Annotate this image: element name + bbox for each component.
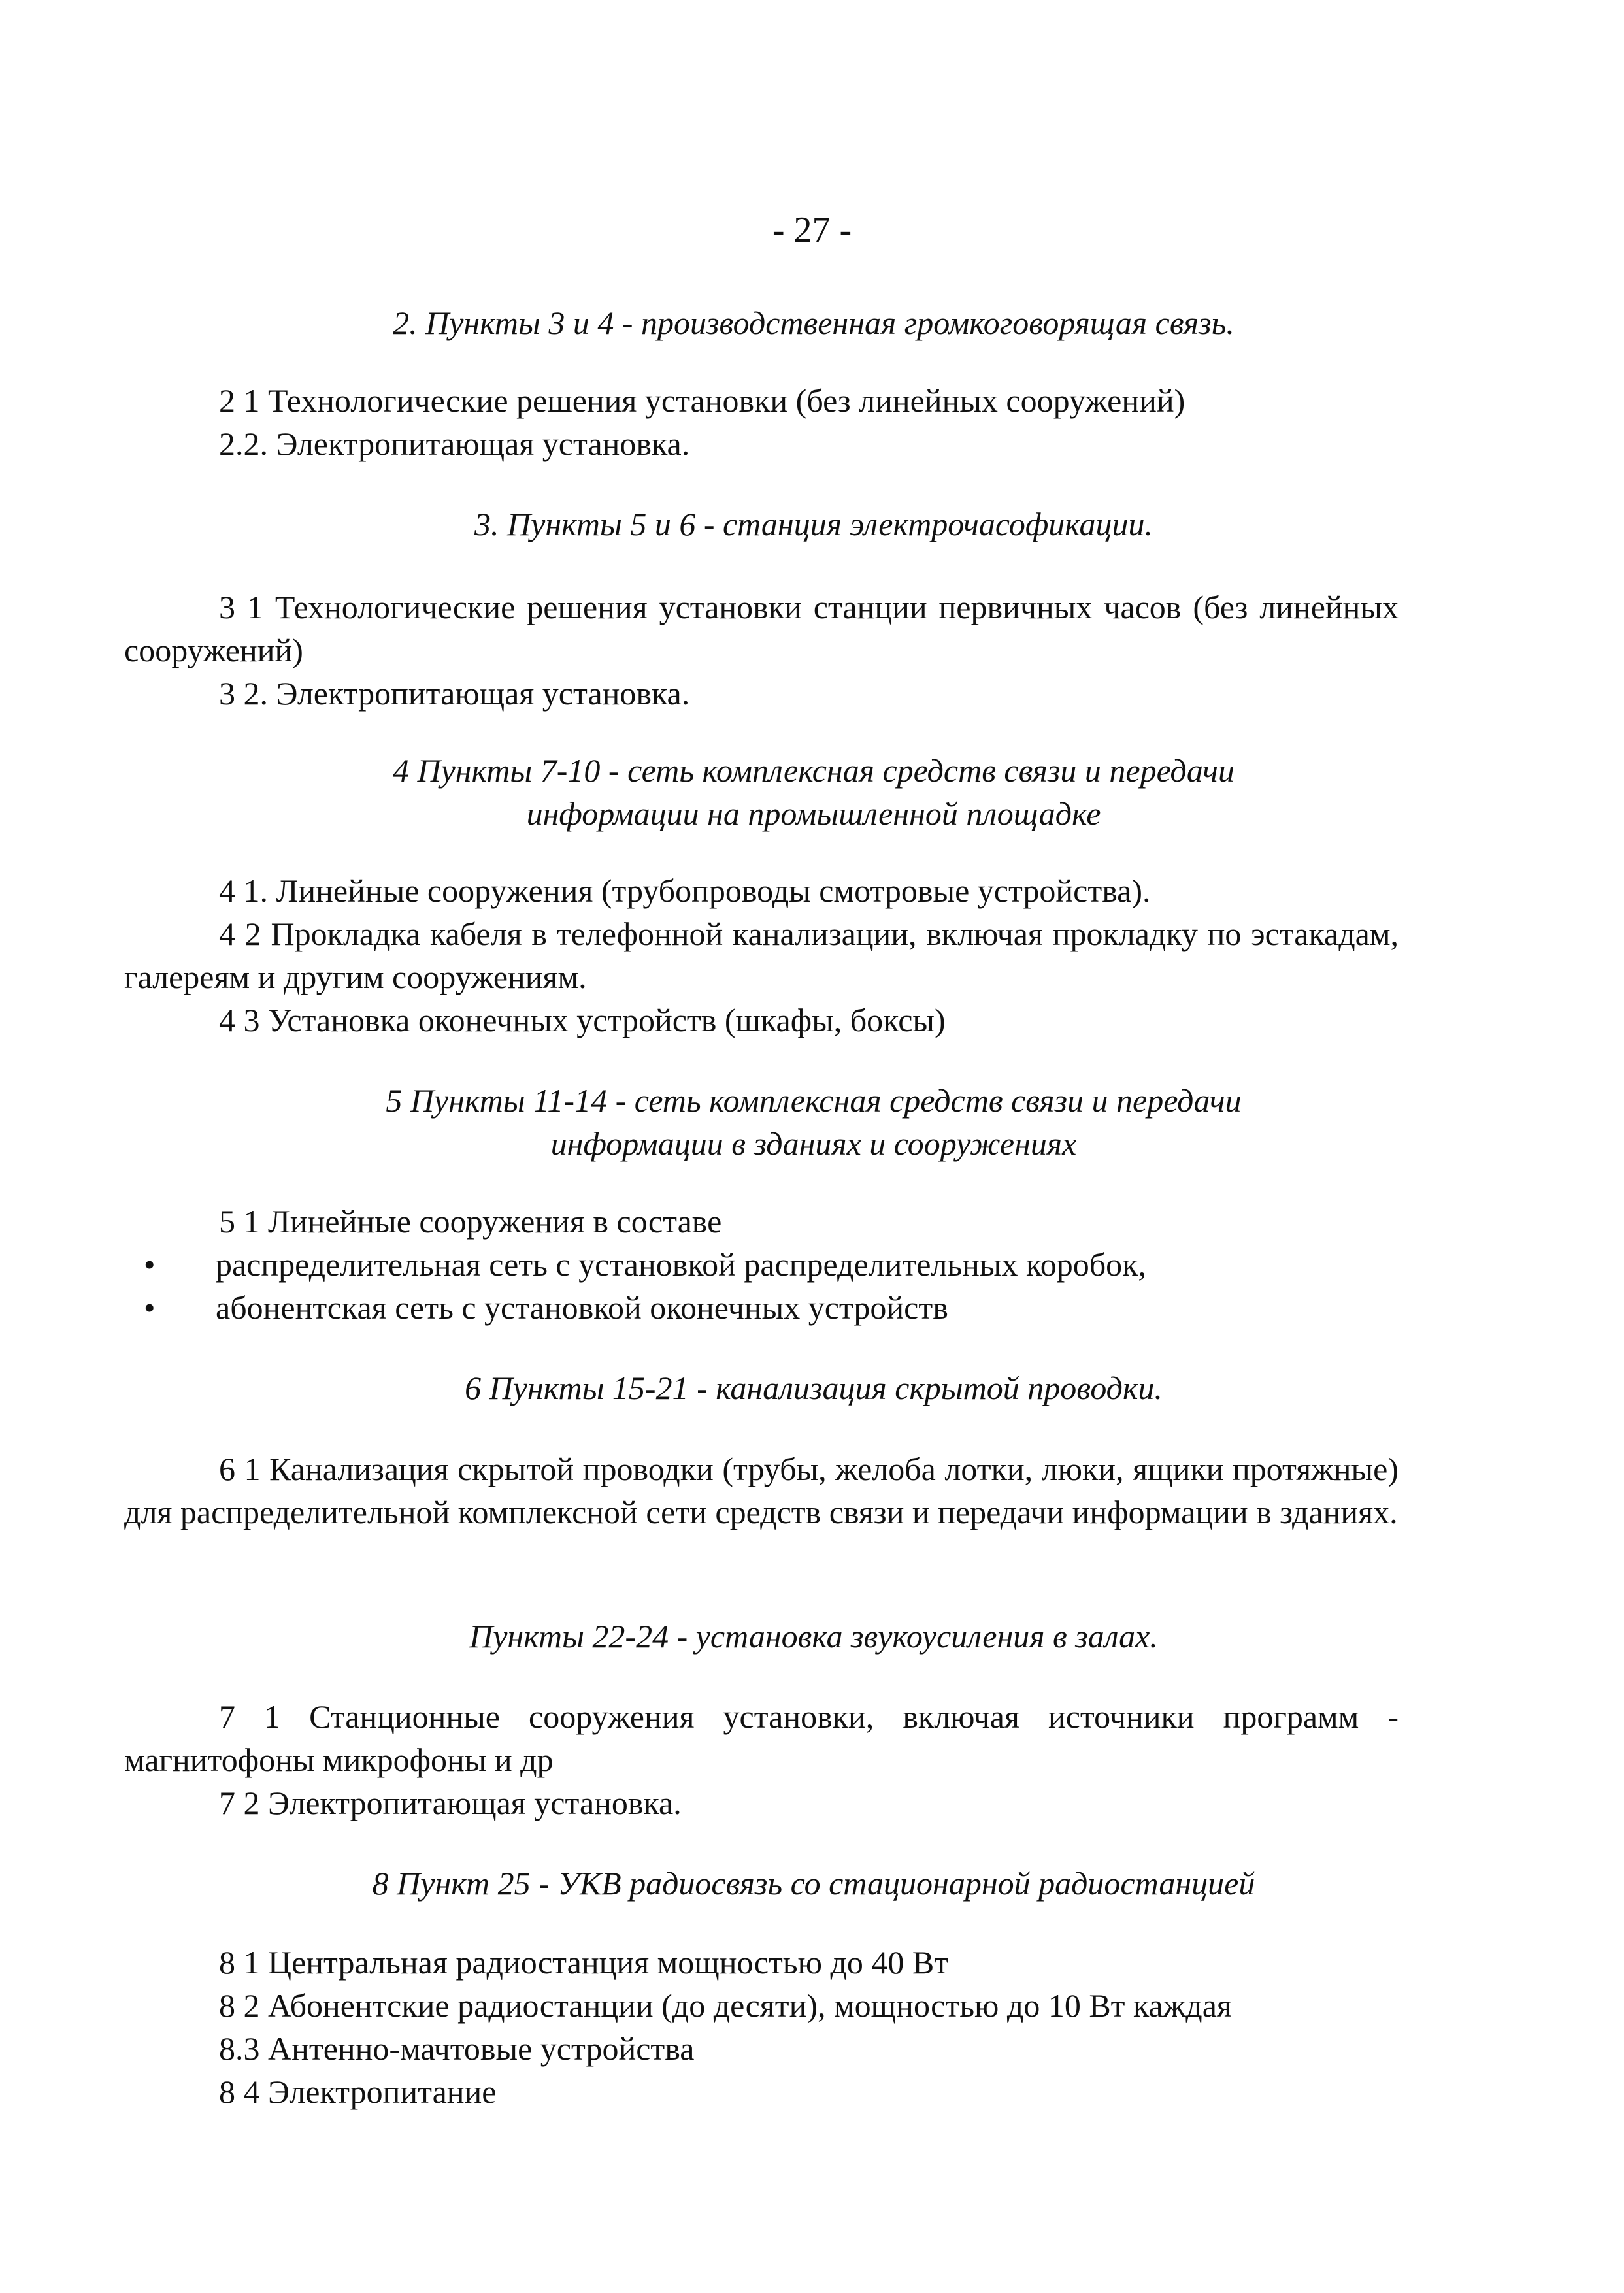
item-3-2: 3 2. Электропитающая установка. [219, 675, 690, 712]
section-4-heading-line-2: информации на промышленной площадке [526, 795, 1101, 832]
bullet-item: • распределительная сеть с установкой распределительных коробок, [216, 1243, 1146, 1286]
item-7-2: 7 2 Электропитающая установка. [219, 1785, 682, 1821]
section-3-heading: 3. Пункты 5 и 6 - станция электрочасофикации. [474, 506, 1153, 542]
item-4-1: 4 1. Линейные сооружения (трубопроводы смотровые устройства). [219, 872, 1151, 909]
section-6-heading: 6 Пункты 15-21 - канализация скрытой проводки. [465, 1370, 1163, 1406]
section-5-heading-line-1: 5 Пункты 11-14 - сеть комплексная средств связи и передачи [386, 1082, 1242, 1119]
item-7-1: 7 1 Станционные сооружения установки, включая источники программ - магнитофоны микрофоны и др [124, 1698, 1399, 1778]
item-8-2: 8 2 Абонентские радиостанции (до десяти), мощностью до 10 Вт каждая [219, 1987, 1232, 2024]
item-8-4: 8 4 Электропитание [219, 2073, 497, 2110]
item-4-2: 4 2 Прокладка кабеля в телефонной канализации, включая прокладку по эстакадам, галереям и другим сооружениям. [124, 916, 1399, 995]
item-3-1: 3 1 Технологические решения установки станции первичных часов (без линейных сооружений) [124, 589, 1399, 668]
section-8-heading: 8 Пункт 25 - УКВ радиосвязь со стационарной радиостанцией [372, 1865, 1255, 1902]
item-5-1: 5 1 Линейные сооружения в составе [219, 1203, 722, 1240]
section-2-heading: 2. Пункты 3 и 4 - производственная громкоговорящая связь. [393, 305, 1235, 341]
section-5-heading-line-2: информации в зданиях и сооружениях [550, 1125, 1077, 1162]
item-8-3: 8.3 Антенно-мачтовые устройства [219, 2030, 695, 2067]
bullet-item: • абонентская сеть с установкой оконечных устройств [216, 1286, 948, 1329]
item-4-3: 4 3 Установка оконечных устройств (шкафы, боксы) [219, 1002, 946, 1038]
item-8-1: 8 1 Центральная радиостанция мощностью до 40 Вт [219, 1944, 949, 1981]
item-2-1: 2 1 Технологические решения установки (без линейных сооружений) [219, 382, 1185, 419]
section-7-heading: Пункты 22-24 - установка звукоусиления в залах. [469, 1618, 1158, 1655]
page-number: - 27 - [772, 210, 852, 250]
item-2-2: 2.2. Электропитающая установка. [219, 425, 690, 462]
item-6-1: 6 1 Канализация скрытой проводки (трубы, желоба лотки, люки, ящики протяжные) для распределительной комплексной сети средств связи и передачи информации в зданиях. [124, 1451, 1399, 1530]
section-4-heading-line-1: 4 Пункты 7-10 - сеть комплексная средств связи и передачи [392, 752, 1235, 789]
